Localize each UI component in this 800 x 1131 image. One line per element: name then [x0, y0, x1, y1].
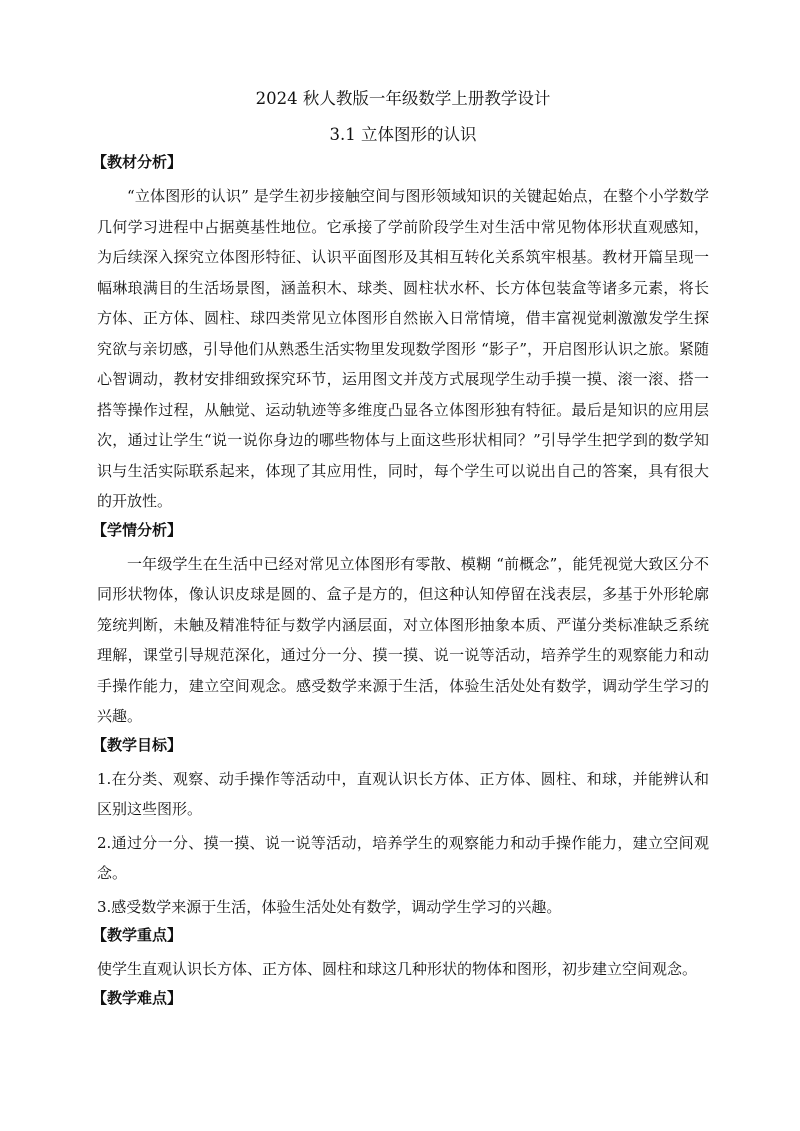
section-heading-difficulties: 【教学难点】	[92, 988, 183, 1007]
section-heading-material-analysis: 【教材分析】	[92, 153, 183, 171]
teaching-goal-item: 1.在分类、观察、动手操作等活动中，直观认识长方体、正方体、圆柱、和球，并能辨认和区别这些图形。	[97, 769, 709, 818]
document-title: 2024 秋人教版一年级数学上册教学设计	[255, 89, 551, 108]
student-analysis-paragraph: 一年级学生在生活中已经对常见立体图形有零散、模糊 “前概念”，能凭视觉大致区分不同形状物体，像认识皮球是圆的、盒子是方的，但这种认知停留在浅表层，多基于外形轮廓笼统判断，未触及精准特征与数学内涵层面，对立体图形抽象本质、严谨分类标准缺乏系统理解，课堂引导规范深化，通过分一分、摸一摸、说一说等活动，培养学生的观察能力和动手操作能力，建立空间观念。感受数学来源于生活，体验生活处处有数学，调动学生学习的兴趣。	[97, 554, 709, 725]
material-analysis-paragraph: “立体图形的认识” 是学生初步接触空间与图形领域知识的关键起始点，在整个小学数学几何学习进程中占据奠基性地位。它承接了学前阶段学生对生活中常见物体形状直观感知，为后续深入探究立体图形特征、认识平面图形及其相互转化关系筑牢根基。教材开篇呈现一幅琳琅满目的生活场景图，涵盖积木、球类、圆柱状水杯、长方体包装盒等诸多元素，将长方体、正方体、圆柱、球四类常见立体图形自然嵌入日常情境，借丰富视觉刺激激发学生探究欲与亲切感，引导他们从熟悉生活实物里发现数学图形 “影子”，开启图形认识之旅。紧随心智调动，教材安排细致探究环节，运用图文并茂方式展现学生动手摸一摸、滚一滚、搭一搭等操作过程，从触觉、运动轨迹等多维度凸显各立体图形独有特征。最后是知识的应用层次，通过让学生“说一说你身边的哪些物体与上面这些形状相同？”引导学生把学到的数学知识与生活实际联系起来，体现了其应用性，同时，每个学生可以说出自己的答案，具有很大的开放性。	[97, 187, 709, 510]
key-points-paragraph: 使学生直观认识长方体、正方体、圆柱和球这几种形状的物体和图形，初步建立空间观念。	[97, 960, 698, 978]
document-page	[92, 88, 709, 1017]
section-heading-student-analysis: 【学情分析】	[92, 520, 183, 539]
teaching-goal-item: 3.感受数学来源于生活，体验生活处处有数学，调动学生学习的兴趣。	[97, 897, 562, 916]
document-subtitle: 3.1 立体图形的认识	[329, 125, 477, 144]
teaching-goal-item: 2.通过分一分、摸一摸、说一说等活动，培养学生的观察能力和动手操作能力，建立空间观念。	[97, 833, 709, 882]
section-heading-teaching-goals: 【教学目标】	[92, 735, 183, 754]
section-heading-key-points: 【教学重点】	[92, 926, 183, 944]
